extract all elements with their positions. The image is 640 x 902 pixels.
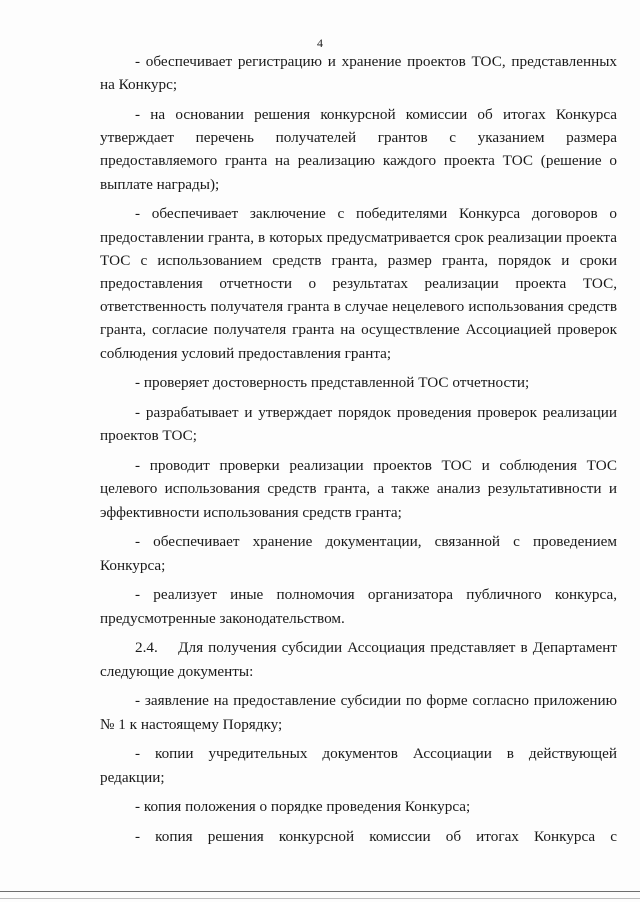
paragraph-subsidy-application: - заявление на предоставление субсидии по форме согласно приложению № 1 к настоящему Порядку; bbox=[100, 692, 617, 733]
paragraph-reporting-verification: - проверяет достоверность представленной ТОС отчетности; bbox=[135, 374, 530, 392]
paragraph-inspection-procedure: - разрабатывает и утверждает порядок проведения проверок реализации проектов ТОС; bbox=[100, 404, 617, 445]
document-body bbox=[100, 50, 617, 848]
paragraph-grant-agreements: - обеспечивает заключение с победителями Конкурса договоров о предоставлении гранта, в которых предусматривается срок реализации проекта ТОС с использованием средств гранта, размер гранта, порядок и сроки предоставления отчетности о результатах реализации проекта ТОС, ответственность получателя гранта в случае нецелевого использования средств гранта, согласие получателя гранта на осуществление Ассоциацией проверок соблюдения условий предоставления гранта; bbox=[100, 205, 617, 362]
paragraph-documentation-storage: - обеспечивает хранение документации, связанной с проведением Конкурса; bbox=[100, 533, 617, 574]
bottom-border-line bbox=[0, 891, 640, 892]
paragraph-contest-regulation: - копия положения о порядке проведения Конкурса; bbox=[135, 798, 471, 816]
paragraph-grant-recipients-list: - на основании решения конкурсной комиссии об итогах Конкурса утверждает перечень получателей грантов с указанием размера предоставляемого гранта на реализацию каждого проекта ТОС (решение о выплате награды); bbox=[100, 106, 617, 193]
paragraph-inspections: - проводит проверки реализации проектов ТОС и соблюдения ТОС целевого использования средств гранта, а также анализ результативности и эффективности использования средств гранта; bbox=[100, 457, 617, 521]
paragraph-commission-decision: - копия решения конкурсной комиссии об итогах Конкурса с bbox=[135, 828, 617, 846]
bottom-border-line-secondary bbox=[0, 898, 640, 899]
paragraph-registration: - обеспечивает регистрацию и хранение проектов ТОС, представленных на Конкурс; bbox=[100, 53, 617, 94]
paragraph-other-powers: - реализует иные полномочия организатора публичного конкурса, предусмотренные законодательством. bbox=[100, 586, 617, 627]
page-number: 4 bbox=[317, 36, 323, 50]
paragraph-founding-documents: - копии учредительных документов Ассоциации в действующей редакции; bbox=[100, 745, 617, 786]
paragraph-section-2-4: 2.4. Для получения субсидии Ассоциация представляет в Департамент следующие документы: bbox=[100, 639, 617, 680]
